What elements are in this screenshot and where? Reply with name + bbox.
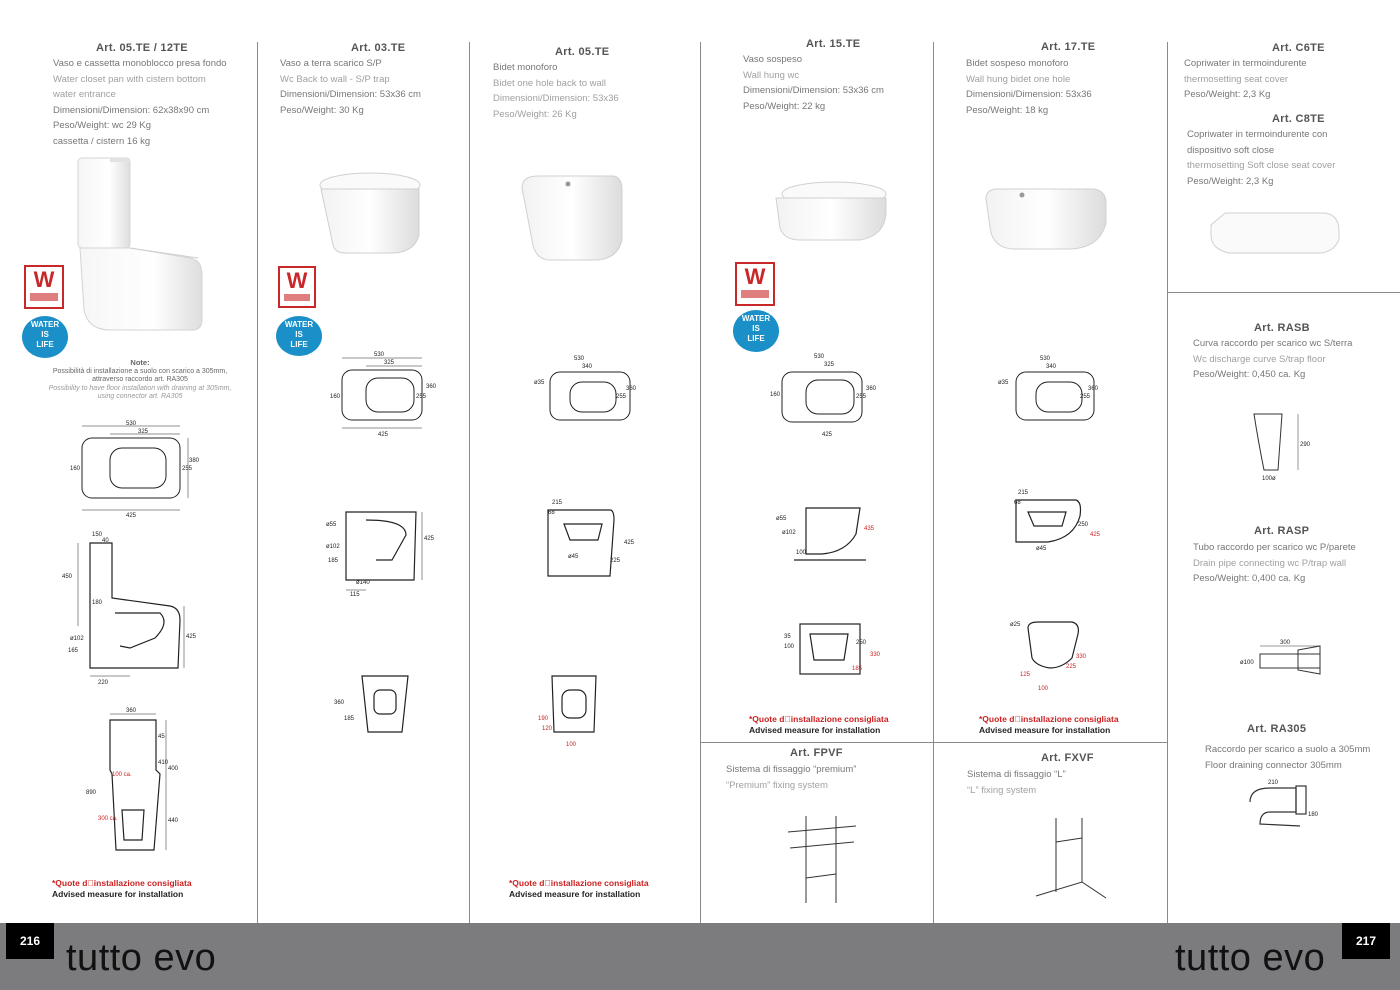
product-description: Bidet monoforo Bidet one hole back to wall Dimensioni/Dimension: 53x36 Peso/Weight: 26 Kg [493,62,619,120]
svg-text:ø100: ø100 [1240,660,1254,666]
svg-text:360: 360 [866,386,877,392]
column-divider [1167,42,1168,923]
svg-text:ø140: ø140 [356,580,370,586]
product-photo-back-to-wall-wc [315,165,425,265]
product-description: Sistema di fissaggio “premium” “Premium” fixing system [726,764,857,791]
svg-text:410: 410 [158,760,169,766]
column-divider [933,42,934,923]
svg-text:890: 890 [86,790,97,796]
wels-icon: W [744,264,766,289]
wels-icon: W [286,268,308,293]
svg-text:160: 160 [70,466,81,472]
page-number-left: 216 [6,923,54,959]
svg-text:220: 220 [98,680,109,686]
technical-drawing-back [1008,618,1108,698]
svg-text:100: 100 [1038,686,1049,692]
article-code: Art. 03.TE [351,42,406,54]
svg-text:325: 325 [138,429,149,435]
svg-text:380: 380 [189,458,200,464]
svg-text:ø55: ø55 [326,522,337,528]
svg-text:255: 255 [1080,394,1091,400]
product-photo-toilet-cistern [70,150,220,350]
svg-text:ø102: ø102 [782,530,796,536]
article-code: Art. RA305 [1247,723,1307,735]
technical-drawing-top [330,350,440,440]
svg-text:ø45: ø45 [1036,546,1047,552]
svg-text:435: 435 [864,526,875,532]
svg-text:40: 40 [102,538,109,544]
svg-text:530: 530 [126,421,137,427]
svg-text:190: 190 [538,716,549,722]
fixing-system-drawing [778,808,868,913]
installation-note: Note: Possibilità di installazione a suolo con scarico a 305mm, attraverso raccordo art. RA305 Possibility to have floor installation with draining at 305mm, using connector art. RA305 [48,358,232,400]
svg-text:185: 185 [852,666,863,672]
article-code: Art. C8TE [1272,113,1325,125]
row-divider [700,742,1167,743]
svg-text:425: 425 [186,634,197,640]
svg-text:330: 330 [870,652,881,658]
svg-text:185: 185 [328,558,339,564]
svg-text:425: 425 [624,540,635,546]
svg-text:215: 215 [1018,490,1029,496]
advised-measure-note: *Quote d installazione consigliata Advised measure for installation [509,878,649,899]
svg-text:115: 115 [350,592,360,598]
article-code: Art. 15.TE [806,38,861,50]
technical-drawing-back [780,620,890,690]
product-description [53,56,227,149]
brand-title-left: tutto evo [66,937,217,979]
svg-text:120: 120 [542,726,553,732]
technical-drawing-back [536,670,616,750]
svg-text:255: 255 [182,466,193,472]
product-description: Vaso sospeso Wall hung wc Dimensioni/Dimension: 53x36 cm Peso/Weight: 22 kg [743,54,884,112]
svg-text:ø45: ø45 [568,554,579,560]
product-description: Copriwater in termoindurente con dispositivo soft close thermosetting Soft close seat cover Peso/Weight: 2,3 Kg [1187,129,1336,187]
desc-line: Water closet pan with cistern bottom [53,73,206,85]
wels-badge [278,266,316,308]
svg-text:300 ca.: 300 ca. [98,816,118,822]
column-divider [700,42,701,923]
svg-text:425: 425 [126,513,137,519]
article-code: Art. RASB [1254,322,1310,334]
svg-text:160: 160 [770,392,781,398]
article-code: Art. 17.TE [1041,41,1096,53]
svg-text:450: 450 [62,574,73,580]
svg-text:530: 530 [814,354,825,360]
product-description: Curva raccordo per scarico wc S/terra Wc discharge curve S/trap floor Peso/Weight: 0,450 ca. Kg [1193,338,1353,380]
product-description: Sistema di fissaggio “L” “L” fixing system [967,769,1066,796]
advised-measure-note: *Quote d installazione consigliata Advised measure for installation [749,714,889,735]
svg-text:68: 68 [1014,500,1021,506]
svg-text:325: 325 [824,362,835,368]
svg-text:250: 250 [856,640,867,646]
svg-text:255: 255 [856,394,867,400]
column-divider [469,42,470,923]
product-description: Tubo raccordo per scarico wc P/parete Drain pipe connecting wc P/trap wall Peso/Weight: 0,400 ca. Kg [1193,542,1356,584]
advised-measure-note: *Quote d installazione consigliata Advised measure for installation [979,714,1119,735]
svg-text:300: 300 [1280,640,1291,646]
wels-badge [735,262,775,306]
svg-text:125: 125 [1020,672,1031,678]
svg-text:360: 360 [626,386,637,392]
svg-text:440: 440 [168,818,179,824]
svg-text:ø35: ø35 [998,380,1009,386]
wels-icon: W [33,267,55,292]
svg-text:35: 35 [784,634,791,640]
water-is-life-badge: WATER IS LIFE [22,316,68,358]
product-description: Vaso a terra scarico S/P Wc Back to wall - S/P trap Dimensioni/Dimension: 53x36 cm Peso/Weight: 30 Kg [280,58,421,116]
technical-drawing-rasp [1240,636,1340,676]
technical-drawing-back [332,670,432,740]
svg-text:100: 100 [566,742,577,748]
water-is-life-badge: WATER IS LIFE [276,316,322,356]
technical-drawing-top [770,352,880,442]
svg-text:ø25: ø25 [1010,622,1021,628]
svg-text:100: 100 [784,644,795,650]
svg-text:250: 250 [1078,522,1089,528]
technical-drawing-rasb [1248,400,1318,485]
svg-text:530: 530 [574,356,585,362]
svg-text:330: 330 [1076,654,1087,660]
svg-text:255: 255 [616,394,627,400]
svg-text:100: 100 [796,550,807,556]
product-photo-seat-cover [1205,205,1345,260]
fixing-system-drawing [1026,812,1116,912]
svg-text:160: 160 [330,394,341,400]
svg-text:360: 360 [334,700,345,706]
svg-text:325: 325 [384,360,395,366]
svg-text:400: 400 [168,766,179,772]
svg-text:425: 425 [822,432,833,438]
desc-line: Peso/Weight: wc 29 Kg [53,120,152,131]
water-is-life-badge: WATER IS LIFE [733,310,779,352]
svg-text:530: 530 [374,352,385,358]
svg-text:150: 150 [92,532,103,538]
svg-text:290: 290 [1300,442,1311,448]
svg-text:530: 530 [1040,356,1051,362]
product-photo-wall-hung-bidet [982,185,1112,255]
technical-drawing-side [540,496,640,586]
technical-drawing-top [70,418,200,518]
svg-text:180: 180 [1308,812,1319,818]
svg-text:425: 425 [1090,532,1101,538]
svg-text:425: 425 [378,432,389,438]
svg-text:340: 340 [582,364,593,370]
technical-drawing-side [776,500,886,570]
svg-text:100 ca.: 100 ca. [112,772,132,778]
svg-text:225: 225 [610,558,621,564]
svg-text:ø35: ø35 [534,380,545,386]
article-code: Art. 05.TE / 12TE [96,42,188,54]
desc-line: Vaso e cassetta monoblocco presa fondo [53,58,227,69]
wels-badge [24,265,64,309]
article-code: Art. C6TE [1272,42,1325,54]
advised-measure-note: *Quote d installazione consigliata Advised measure for installation [52,878,192,899]
svg-text:360: 360 [426,384,437,390]
product-photo-wall-hung-wc [770,178,890,248]
technical-drawing-side [60,528,200,688]
article-code: Art. FPVF [790,747,843,759]
svg-text:ø102: ø102 [326,544,340,550]
svg-text:360: 360 [1088,386,1099,392]
technical-drawing-top [996,352,1106,432]
technical-drawing-top [530,352,640,432]
article-code: Art. RASP [1254,525,1310,537]
page-number-right: 217 [1342,923,1390,959]
technical-drawing-side [326,500,436,600]
svg-text:215: 215 [552,500,563,506]
row-divider [1167,292,1400,293]
article-code: Art. FXVF [1041,752,1094,764]
svg-text:180: 180 [92,600,103,606]
svg-text:68: 68 [548,510,555,516]
desc-line: water entrance [53,89,116,100]
svg-text:45: 45 [158,734,165,740]
svg-text:185: 185 [344,716,355,722]
technical-drawing-ra305 [1240,778,1330,833]
desc-line: cassetta / cistern 16 kg [53,135,151,147]
svg-text:340: 340 [1046,364,1057,370]
article-code: Art. 05.TE [555,46,610,58]
svg-text:210: 210 [1268,780,1279,786]
svg-text:360: 360 [126,708,137,714]
technical-drawing-side [1008,486,1118,566]
product-description: Bidet sospeso monoforo Wall hung bidet one hole Dimensioni/Dimension: 53x36 Peso/Weight: 18 kg [966,58,1092,116]
product-photo-bidet [518,170,628,270]
svg-text:425: 425 [424,536,435,542]
svg-text:ø102: ø102 [70,636,84,642]
svg-text:255: 255 [416,394,427,400]
brand-title-right: tutto evo [1175,937,1326,979]
product-description: Raccordo per scarico a suolo a 305mm Floor draining connector 305mm [1205,744,1371,771]
column-divider [257,42,258,923]
desc-line: Dimensioni/Dimension: 62x38x90 cm [53,104,210,116]
svg-text:225: 225 [1066,664,1077,670]
product-description: Copriwater in termoindurente thermosetting seat cover Peso/Weight: 2,3 Kg [1184,58,1307,100]
technical-drawing-back [82,710,192,870]
svg-text:100ø: 100ø [1262,476,1276,482]
svg-text:165: 165 [68,648,79,654]
svg-text:ø55: ø55 [776,516,787,522]
